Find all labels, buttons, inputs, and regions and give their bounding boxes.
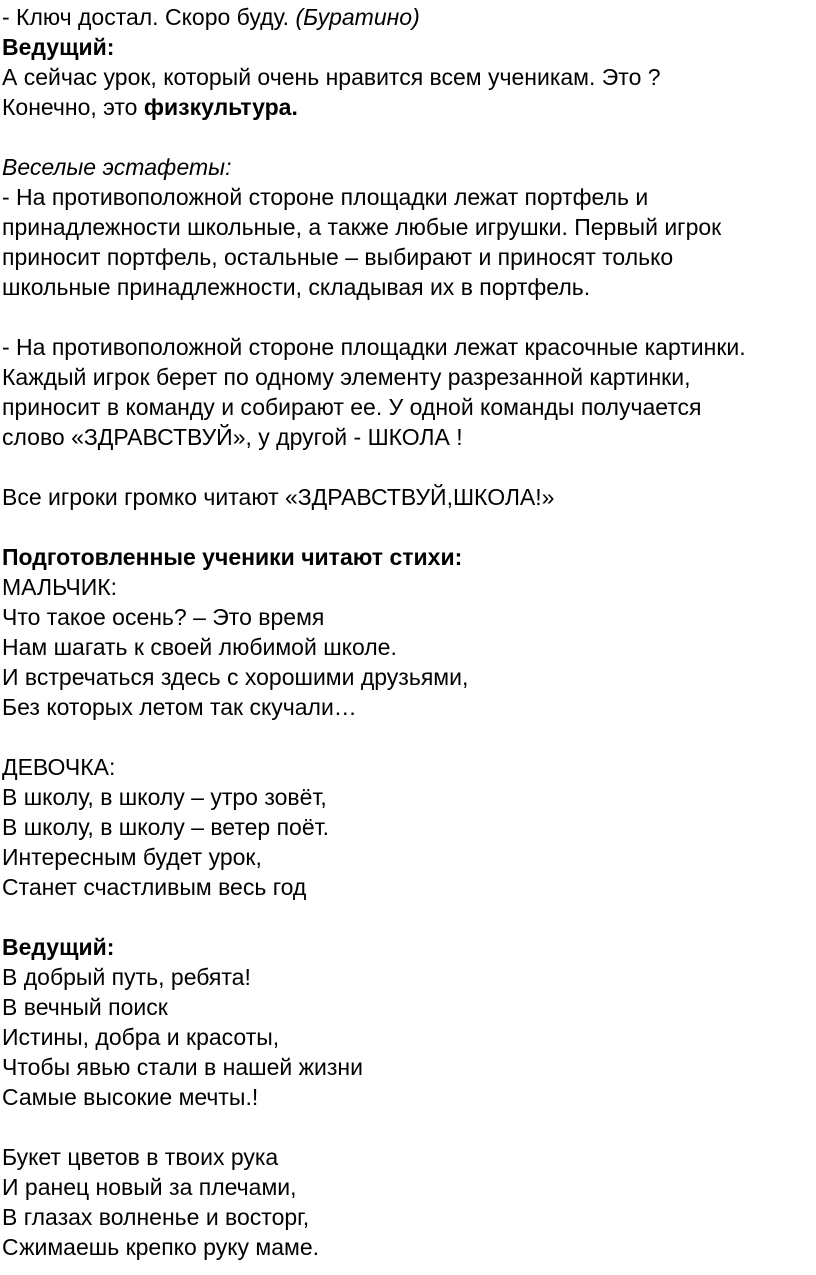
blank-line: [2, 512, 814, 542]
poem-line: Букет цветов в твоих рука: [2, 1144, 279, 1170]
blank-line: [2, 1112, 814, 1142]
blank-line: [2, 902, 814, 932]
emphasis-bold: физкультура.: [143, 94, 298, 120]
character-name-italic: (Буратино): [295, 4, 420, 30]
blank-line: [2, 302, 814, 332]
blank-line: [2, 452, 814, 482]
poem-line: И ранец новый за плечами,: [2, 1174, 297, 1200]
section-heading-bold: Подготовленные ученики читают стихи:: [2, 544, 463, 570]
speaker-label: МАЛЬЧИК:: [2, 574, 118, 600]
text-line: - На противоположной стороне площадки лежат красочные картинки.: [2, 334, 746, 360]
text-line: А сейчас урок, который очень нравится всем ученикам. Это ?: [2, 64, 661, 90]
poem-line: В глазах волненье и восторг,: [2, 1204, 310, 1230]
poem-line: В школу, в школу – ветер поёт.: [2, 814, 329, 840]
text-line: слово «ЗДРАВСТВУЙ», у другой - ШКОЛА !: [2, 424, 463, 450]
poem-line: Нам шагать к своей любимой школе.: [2, 634, 397, 660]
poem-line: В добрый путь, ребята!: [2, 964, 251, 990]
speaker-heading: Ведущий:: [2, 934, 115, 960]
poem-line: Без которых летом так скучали…: [2, 694, 357, 720]
text-line: [2, 2, 814, 32]
poem-line: Истины, добра и красоты,: [2, 1024, 280, 1050]
text-line: - На противоположной стороне площадки лежат портфель и: [2, 184, 649, 210]
text-line: приносит в команду и собирают ее. У одной команды получается: [2, 394, 702, 420]
text-line: Каждый игрок берет по одному элементу разрезанной картинки,: [2, 364, 691, 390]
document-page: [0, 2, 814, 1262]
text-line: Все игроки громко читают «ЗДРАВСТВУЙ,ШКОЛА!»: [2, 484, 555, 510]
section-heading-italic: Веселые эстафеты:: [2, 154, 232, 180]
text-run: - Ключ достал. Скоро буду.: [2, 4, 296, 30]
poem-line: В школу, в школу – утро зовёт,: [2, 784, 327, 810]
text-line: принадлежности школьные, а также любые игрушки. Первый игрок: [2, 214, 722, 240]
blank-line: [2, 722, 814, 752]
poem-line: И встречаться здесь с хорошими друзьями,: [2, 664, 469, 690]
poem-line: Станет счастливым весь год: [2, 874, 307, 900]
speaker-label: ДЕВОЧКА:: [2, 754, 116, 780]
poem-line: В вечный поиск: [2, 994, 168, 1020]
poem-line: Интересным будет урок,: [2, 844, 262, 870]
poem-line: Самые высокие мечты.!: [2, 1084, 259, 1110]
text-line: школьные принадлежности, складывая их в портфель.: [2, 274, 591, 300]
speaker-heading: Ведущий:: [2, 34, 115, 60]
text-line: [2, 92, 814, 122]
poem-line: Сжимаешь крепко руку маме.: [2, 1234, 320, 1260]
poem-line: Что такое осень? – Это время: [2, 604, 325, 630]
text-line: приносит портфель, остальные – выбирают и приносят только: [2, 244, 674, 270]
text-run: Конечно, это: [2, 94, 144, 120]
blank-line: [2, 122, 814, 152]
poem-line: Чтобы явью стали в нашей жизни: [2, 1054, 363, 1080]
